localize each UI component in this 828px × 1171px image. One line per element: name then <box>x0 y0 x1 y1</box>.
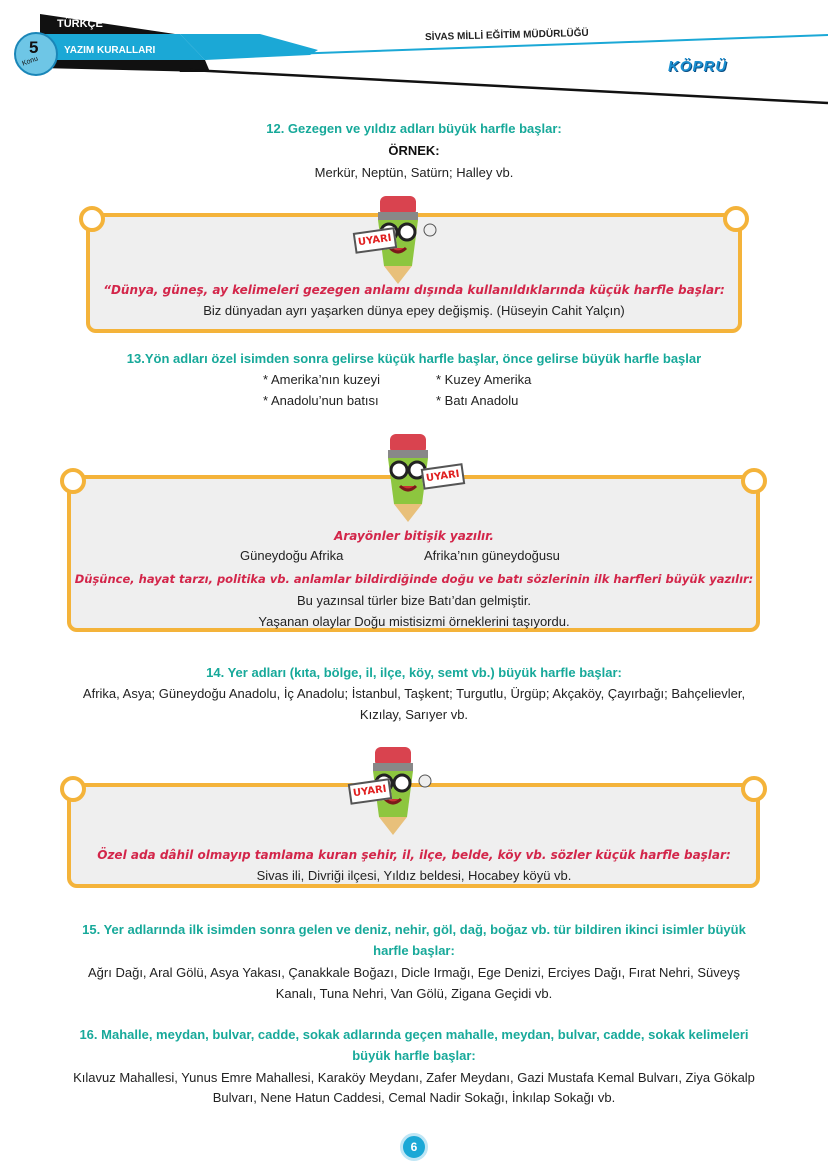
subject-label: TÜRKÇE <box>57 18 103 30</box>
pencil-mascot-icon <box>345 743 445 838</box>
section-15-heading: 15. Yer adlarında ilk isimden sonra gelen ve deniz, nehir, göl, dağ, boğaz vb. tür bildiren ikinci isimler büyük <box>82 922 746 937</box>
box-3-example: Sivas ili, Divriği ilçesi, Yıldız beldesi, Hocabey köyü vb. <box>256 868 572 883</box>
box-2-warning-2: Düşünce, hayat tarzı, politika vb. anlamlar bildirdiğinde doğu ve batı sözlerinin ilk harfleri büyük yazılır: <box>74 572 754 586</box>
box-3-warning: Özel ada dâhil olmayıp tamlama kuran şehir, il, ilçe, belde, köy vb. sözler küçük harfle başlar: <box>97 848 731 862</box>
section-14-heading: 14. Yer adları (kıta, bölge, il, ilçe, köy, semt vb.) büyük harfle başlar: <box>206 665 622 680</box>
section-14-text: Afrika, Asya; Güneydoğu Anadolu, İç Anadolu; İstanbul, Taşkent; Turgutlu, Ürgüp; Akçaköy, Çayırbağı; Bahçelievler, <box>82 686 746 701</box>
section-16-text: Kılavuz Mahallesi, Yunus Emre Mahallesi, Karaköy Meydanı, Zafer Meydanı, Gazi Mustafa Kemal Bulvarı, Ziya Gökalp <box>73 1070 755 1085</box>
pencil-mascot-icon <box>350 192 450 287</box>
page-number: 6 <box>400 1133 428 1161</box>
box-2-example-left: Güneydoğu Afrika <box>240 548 344 563</box>
direction-example: * Batı Anadolu <box>436 393 519 408</box>
section-15-text: Kanalı, Tuna Nehri, Van Gölü, Zigana Geçidi vb. <box>275 986 553 1001</box>
section-14-text: Kızılay, Sarıyer vb. <box>359 707 469 722</box>
box-2-warning-1: Arayönler bitişik yazılır. <box>334 529 494 543</box>
unit-label: Konu <box>21 55 40 68</box>
uyari-sign: UYARI <box>353 227 397 254</box>
example-label: ÖRNEK: <box>388 143 440 158</box>
kopru-logo: KÖPRÜ <box>668 58 728 75</box>
direction-example: * Anadolu’nun batısı <box>263 393 379 408</box>
pencil-mascot-icon <box>360 430 460 525</box>
institution-name: SİVAS MİLLİ EĞİTİM MÜDÜRLÜĞÜ <box>424 27 589 44</box>
box-1-warning: “Dünya, güneş, ay kelimeleri gezegen anlamı dışında kullanıldıklarında küçük harfle başlar: <box>103 283 725 297</box>
section-16-heading: büyük harfle başlar: <box>352 1048 476 1063</box>
section-12-heading: 12. Gezegen ve yıldız adları büyük harfle başlar: <box>266 121 562 136</box>
direction-example: * Kuzey Amerika <box>436 372 532 387</box>
section-12-example: Merkür, Neptün, Satürn; Halley vb. <box>314 165 514 180</box>
box-1-example: Biz dünyadan ayrı yaşarken dünya epey değişmiş. (Hüseyin Cahit Yalçın) <box>203 303 625 318</box>
direction-example: * Amerika’nın kuzeyi <box>263 372 381 387</box>
section-15-text: Ağrı Dağı, Aral Gölü, Asya Yakası, Çanakkale Boğazı, Dicle Irmağı, Ege Denizi, Erciyes Dağı, Fırat Nehri, Süveyş <box>88 965 740 980</box>
unit-number: 5 <box>29 38 39 57</box>
uyari-sign: UYARI <box>348 778 392 805</box>
section-13-heading: 13.Yön adları özel isimden sonra gelirse küçük harfle başlar, önce gelirse büyük harfle başlar <box>126 351 702 366</box>
box-2-example-2: Yaşanan olaylar Doğu mistisizmi örneklerini taşıyordu. <box>258 614 570 629</box>
uyari-sign: UYARI <box>421 463 465 490</box>
section-15-heading: harfle başlar: <box>373 943 455 958</box>
topic-label: YAZIM KURALLARI <box>64 45 156 56</box>
box-2-example-right: Afrika’nın güneydoğusu <box>424 548 560 563</box>
section-16-heading: 16. Mahalle, meydan, bulvar, cadde, sokak adlarında geçen mahalle, meydan, bulvar, cadde, sokak kelimeleri <box>79 1027 749 1042</box>
box-2-example-1: Bu yazınsal türler bize Batı’dan gelmiştir. <box>296 593 532 608</box>
section-16-text: Bulvarı, Nene Hatun Caddesi, Cemal Nadir Sokağı, İnkılap Sokağı vb. <box>212 1090 616 1105</box>
